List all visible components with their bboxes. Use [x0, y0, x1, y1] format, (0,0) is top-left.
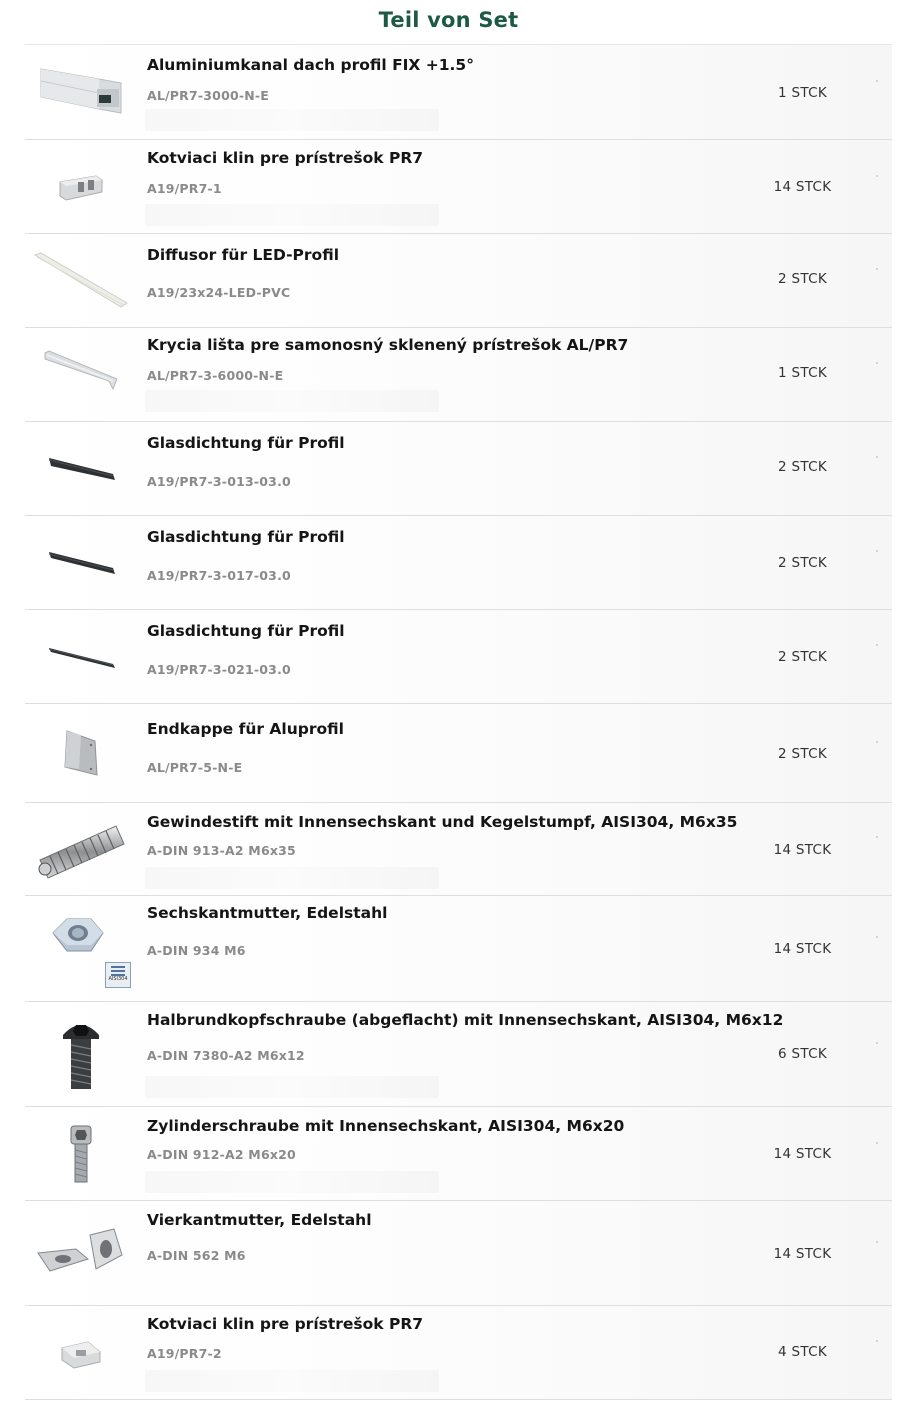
- aisi304-badge: [105, 962, 131, 988]
- placeholder-bar: [145, 204, 439, 226]
- row-dot: [876, 80, 878, 82]
- set-parts-list: [25, 44, 892, 1400]
- item-code: A19/PR7-3-013-03.0: [147, 474, 291, 489]
- row-dot: [876, 362, 878, 364]
- socket-cap-screw-icon: [25, 1107, 137, 1200]
- row-dot: [876, 644, 878, 646]
- item-code: A-DIN 912-A2 M6x20: [147, 1147, 296, 1162]
- row-dot: [876, 741, 878, 743]
- list-item[interactable]: [25, 1002, 892, 1107]
- cover-strip-icon: [25, 328, 137, 421]
- item-quantity: 2 STCK: [778, 649, 827, 665]
- button-head-screw-icon: [25, 1002, 137, 1106]
- item-quantity: 14 STCK: [773, 842, 832, 858]
- placeholder-bar: [145, 109, 439, 131]
- set-screw-icon: [25, 803, 137, 895]
- placeholder-bar: [145, 1076, 439, 1098]
- list-item[interactable]: [25, 1306, 892, 1400]
- item-code: AL/PR7-3-6000-N-E: [147, 368, 284, 383]
- glass-seal-icon: [25, 516, 137, 609]
- item-name[interactable]: Zylinderschraube mit Innensechskant, AISI304, M6x20: [147, 1117, 625, 1135]
- item-name[interactable]: Diffusor für LED-Profil: [147, 246, 340, 264]
- item-name[interactable]: Kotviaci klin pre prístrešok PR7: [147, 1315, 424, 1333]
- list-item[interactable]: [25, 1107, 892, 1201]
- item-code: A19/PR7-3-021-03.0: [147, 662, 291, 677]
- badge-label: AISI304: [108, 976, 128, 982]
- placeholder-bar: [145, 867, 439, 889]
- item-name[interactable]: Kotviaci klin pre prístrešok PR7: [147, 149, 424, 167]
- item-code: A19/PR7-3-017-03.0: [147, 568, 291, 583]
- item-quantity: 1 STCK: [778, 85, 827, 101]
- item-name[interactable]: Glasdichtung für Profil: [147, 434, 345, 452]
- list-item[interactable]: [25, 516, 892, 610]
- row-dot: [876, 1142, 878, 1144]
- item-name[interactable]: Halbrundkopfschraube (abgeflacht) mit Innensechskant, AISI304, M6x12: [147, 1011, 784, 1029]
- item-name[interactable]: Krycia lišta pre samonosný sklenený prístrešok AL/PR7: [147, 336, 629, 354]
- aluminium-channel-icon: [25, 45, 137, 139]
- item-code: A19/PR7-2: [147, 1346, 222, 1361]
- glass-seal-icon: [25, 610, 137, 703]
- item-name[interactable]: Vierkantmutter, Edelstahl: [147, 1211, 372, 1229]
- row-dot: [876, 268, 878, 270]
- row-dot: [876, 1340, 878, 1342]
- item-name[interactable]: Aluminiumkanal dach profil FIX +1.5°: [147, 56, 474, 74]
- item-name[interactable]: Gewindestift mit Innensechskant und Kegelstumpf, AISI304, M6x35: [147, 813, 738, 831]
- item-quantity: 4 STCK: [778, 1344, 827, 1360]
- placeholder-bar: [145, 390, 439, 412]
- item-quantity: 1 STCK: [778, 365, 827, 381]
- item-name[interactable]: Glasdichtung für Profil: [147, 622, 345, 640]
- item-name[interactable]: Glasdichtung für Profil: [147, 528, 345, 546]
- item-code: A-DIN 562 M6: [147, 1248, 246, 1263]
- led-diffuser-icon: [25, 234, 137, 327]
- row-dot: [876, 1042, 878, 1044]
- item-code: A-DIN 913-A2 M6x35: [147, 843, 296, 858]
- placeholder-bar: [145, 1171, 439, 1193]
- item-quantity: 14 STCK: [773, 179, 832, 195]
- section-title: Teil von Set: [378, 8, 519, 32]
- glass-seal-icon: [25, 422, 137, 515]
- list-item[interactable]: [25, 140, 892, 234]
- row-dot: [876, 836, 878, 838]
- item-name[interactable]: Sechskantmutter, Edelstahl: [147, 904, 388, 922]
- item-code: AL/PR7-5-N-E: [147, 760, 243, 775]
- item-name[interactable]: Endkappe für Aluprofil: [147, 720, 344, 738]
- item-quantity: 6 STCK: [778, 1046, 827, 1062]
- list-item[interactable]: [25, 610, 892, 704]
- list-item[interactable]: [25, 328, 892, 422]
- item-quantity: 2 STCK: [778, 271, 827, 287]
- row-dot: [876, 1241, 878, 1243]
- list-item[interactable]: [25, 803, 892, 896]
- list-item[interactable]: [25, 896, 892, 1002]
- item-code: A19/PR7-1: [147, 181, 222, 196]
- row-dot: [876, 550, 878, 552]
- list-item[interactable]: [25, 1201, 892, 1306]
- item-code: A19/23x24-LED-PVC: [147, 285, 291, 300]
- item-quantity: 2 STCK: [778, 555, 827, 571]
- square-nut-icon: [25, 1201, 137, 1305]
- anchor-wedge-icon: [25, 1306, 137, 1399]
- anchor-wedge-icon: [25, 140, 137, 233]
- item-code: A-DIN 934 M6: [147, 943, 246, 958]
- badge-stripes: [111, 966, 125, 976]
- item-quantity: 14 STCK: [773, 1146, 832, 1162]
- row-dot: [876, 456, 878, 458]
- item-code: AL/PR7-3000-N-E: [147, 88, 270, 103]
- item-quantity: 14 STCK: [773, 1246, 832, 1262]
- item-quantity: 2 STCK: [778, 746, 827, 762]
- item-quantity: 2 STCK: [778, 459, 827, 475]
- list-item[interactable]: [25, 234, 892, 328]
- row-dot: [876, 936, 878, 938]
- list-item[interactable]: [25, 422, 892, 516]
- list-item[interactable]: [25, 704, 892, 803]
- list-item[interactable]: [25, 45, 892, 140]
- item-code: A-DIN 7380-A2 M6x12: [147, 1048, 305, 1063]
- end-cap-icon: [25, 704, 137, 802]
- placeholder-bar: [145, 1370, 439, 1392]
- row-dot: [876, 175, 878, 177]
- item-quantity: 14 STCK: [773, 941, 832, 957]
